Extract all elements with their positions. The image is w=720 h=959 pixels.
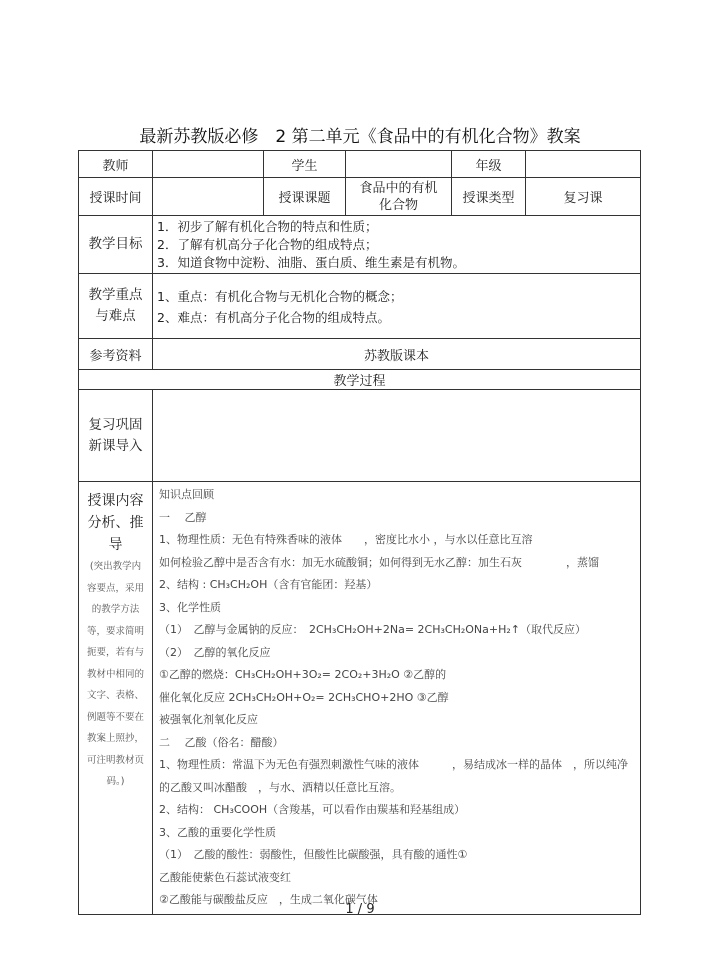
content-line: 的乙酸又叫冰醋酸 ，与水、酒精以任意比互溶。 <box>159 780 401 794</box>
content-line: 乙酸能使紫色石蕊试液变红 <box>159 870 291 884</box>
keypoints-list <box>153 274 641 339</box>
content-line: 被强氧化剂氧化反应 <box>159 713 258 726</box>
goal-item: 3．知道食物中淀粉、油脂、蛋白质、维生素是有机物。 <box>157 255 465 270</box>
type-value: 复习课 <box>526 178 641 216</box>
goals-label: 教学目标 <box>79 216 153 274</box>
content-note: (突出教学内容要点，采用的教学方法等，要求简明扼要，若有与教材中相同的文字、表格、例题等不要在教案上照抄，可注明教材页码。) <box>87 561 145 787</box>
content-line: 2、结构： CH₃COOH（含羧基，可以看作由羰基和羟基组成） <box>159 803 466 816</box>
keypoint-item: 1、重点：有机化合物与无机化合物的概念； <box>157 289 403 304</box>
content-label-cell <box>79 482 153 915</box>
process-header: 教学过程 <box>79 370 641 390</box>
content-line: 催化氧化反应 2CH₃CH₂OH+O₂= 2CH₃CHO+2HO ③乙醇 <box>159 690 449 704</box>
page-number: 1 / 9 <box>345 902 375 917</box>
keypoint-item: 2、难点：有机高分子化合物的组成特点。 <box>157 310 390 325</box>
review-label: 复习巩固新课导入 <box>79 390 153 482</box>
goals-list <box>153 216 641 274</box>
topic-label: 授课课题 <box>264 178 346 216</box>
reference-label: 参考资料 <box>79 339 153 370</box>
content-row <box>79 482 641 915</box>
review-row <box>79 390 641 482</box>
grade-label: 年级 <box>452 151 526 178</box>
content-line: （1） 乙酸的酸性：弱酸性，但酸性比碳酸强，具有酸的通性① <box>159 848 468 861</box>
time-row <box>79 178 641 216</box>
goal-item: 1．初步了解有机化合物的特点和性质； <box>157 219 378 234</box>
grade-value <box>526 151 641 178</box>
goal-item: 2．了解有机高分子化合物的组成特点； <box>157 237 378 252</box>
content-line: ①乙醇的燃烧：CH₃CH₂OH+3O₂= 2CO₂+3H₂O ②乙醇的 <box>159 668 447 681</box>
content-line: 1、物理性质：无色有特殊香味的液体 ，密度比水小 ，与水以任意比互溶 <box>159 533 533 546</box>
content-line: 如何检验乙醇中是否含有水：加无水硫酸铜；如何得到无水乙醇：加生石灰 ，蒸馏 <box>159 555 599 569</box>
content-line: 3、乙酸的重要化学性质 <box>159 825 276 839</box>
topic-value: 食品中的有机化合物 <box>346 178 452 216</box>
keypoints-row <box>79 274 641 339</box>
teacher-row <box>79 151 641 178</box>
content-line: （1） 乙醇与金属钠的反应： 2CH₃CH₂OH+2Na= 2CH₃CH₂ONa+H₂↑（取代反应） <box>159 623 587 636</box>
content-line: 2、结构 : CH₃CH₂OH（含有官能团：羟基） <box>159 578 378 591</box>
content-line: 1、物理性质：常温下为无色有强烈刺激性气味的液体 ，易结成冰一样的晶体 ，所以纯净 <box>159 758 628 771</box>
content-line: 一 乙醇 <box>159 510 207 524</box>
time-value <box>153 178 264 216</box>
content-line: 二 乙酸（俗名：醋酸） <box>159 735 284 749</box>
lesson-plan-table <box>78 150 641 915</box>
content-line: （2） 乙醇的氧化反应 <box>159 645 271 659</box>
teacher-value <box>153 151 264 178</box>
keypoints-label: 教学重点与难点 <box>79 274 153 339</box>
content-line: 3、化学性质 <box>159 600 221 614</box>
content-label: 授课内容分析、推导 <box>87 493 144 553</box>
process-header-row <box>79 370 641 390</box>
time-label: 授课时间 <box>79 178 153 216</box>
content-body <box>153 482 641 915</box>
student-value <box>346 151 452 178</box>
type-label: 授课类型 <box>452 178 526 216</box>
reference-value: 苏教版课本 <box>153 339 641 370</box>
content-line: ②乙酸能与碳酸盐反应 ，生成二氧化碳气体 <box>159 893 378 906</box>
review-content <box>153 390 641 482</box>
goals-row <box>79 216 641 274</box>
content-line: 知识点回顾 <box>159 488 214 501</box>
teacher-label: 教师 <box>79 151 153 178</box>
reference-row <box>79 339 641 370</box>
document-title: 最新苏教版必修 2 第二单元《食品中的有机化合物》教案 <box>139 127 581 147</box>
student-label: 学生 <box>264 151 346 178</box>
